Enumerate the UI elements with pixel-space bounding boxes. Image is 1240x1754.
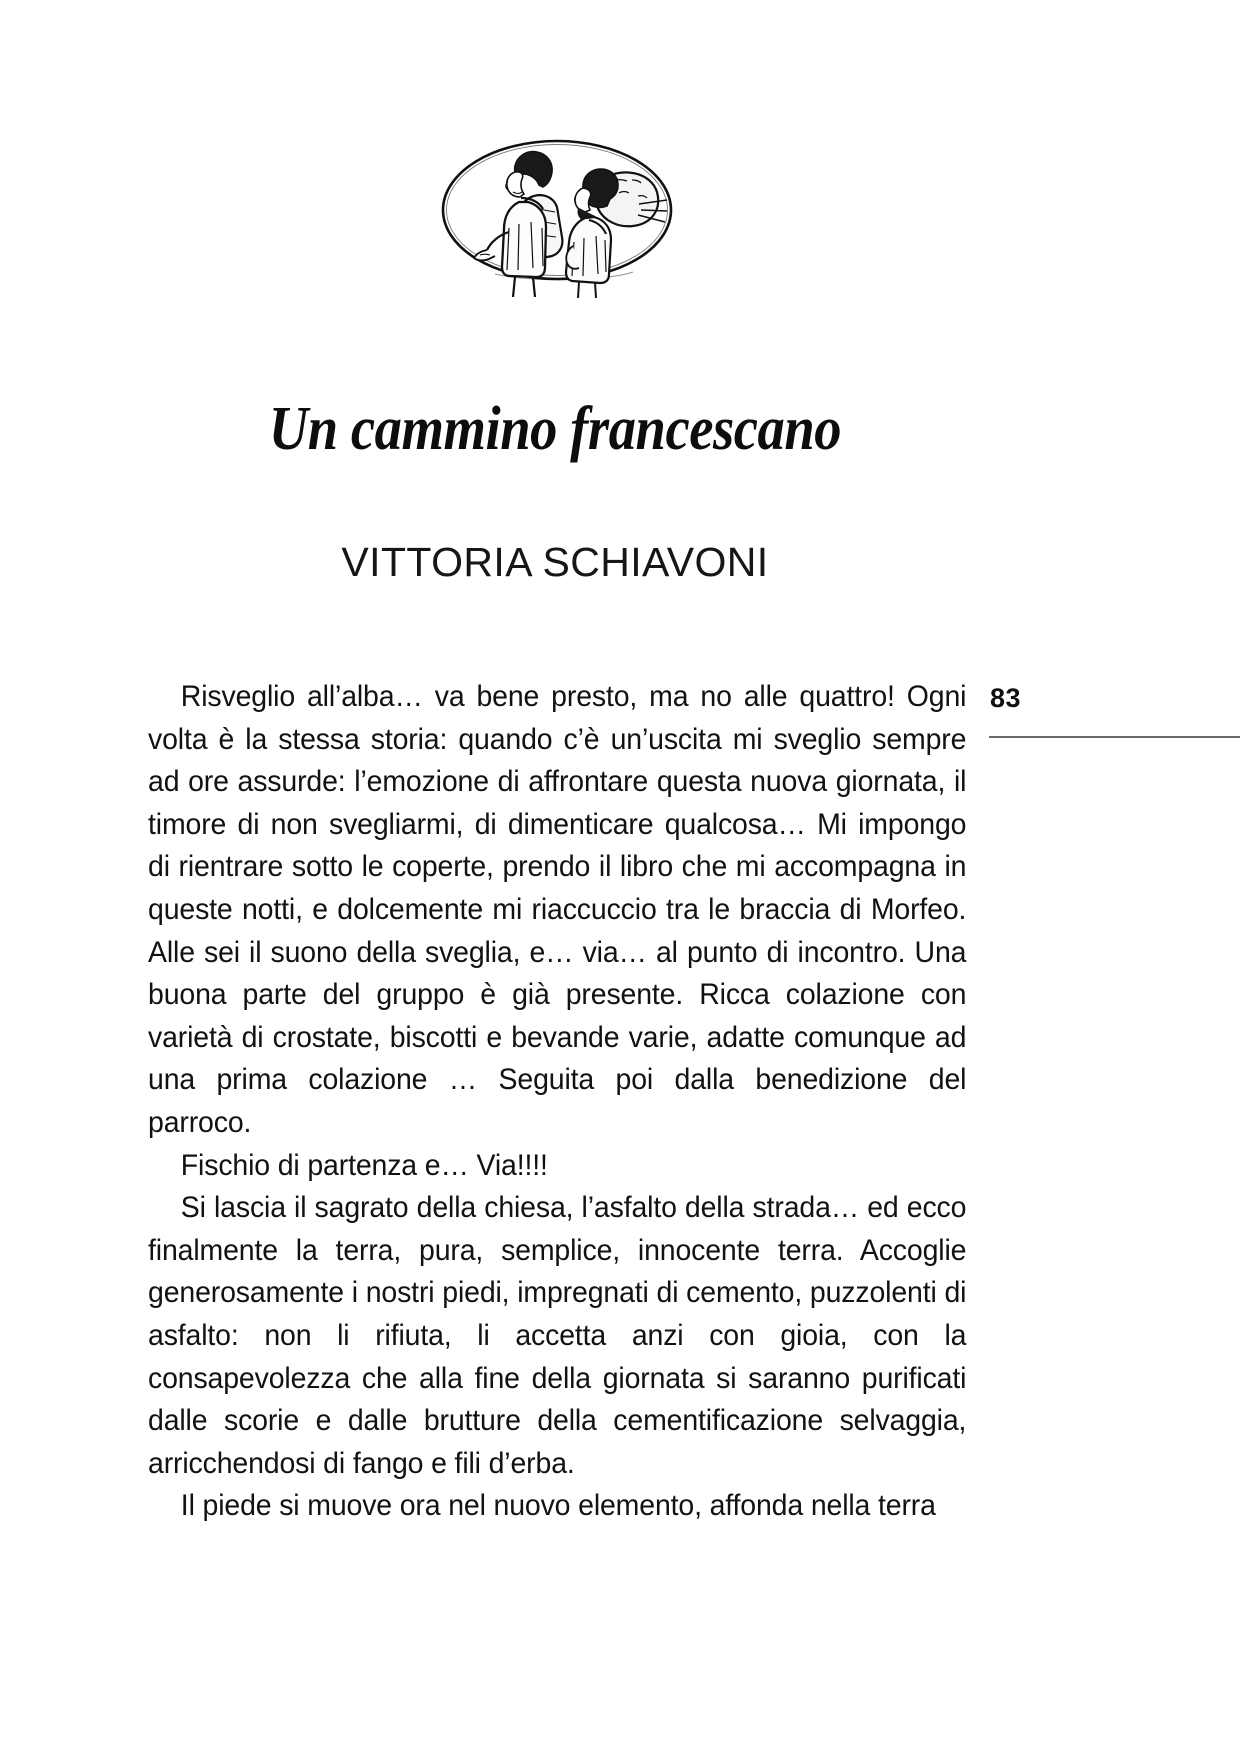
paragraph-2 [148,1145,966,1188]
paragraph-1 [148,676,966,1145]
paragraph-3 [148,1187,966,1485]
paragraph-3-text: Si lascia il sagrato della chiesa, l’asfalto della strada… ed ecco finalmente la terra, pura, semplice, innocente terra. Accoglie generosamente i nostri piedi, impregnati di cemento, puzzolenti di asfalto: non li rifiuta, li accetta anzi con gioia, con la consapevolezza che alla fine della giornata si saranno purificati dalle scorie e dalle brutture della cementificazione selvaggia, arricchendosi di fango e fili d’erba. [148,1191,967,1480]
paragraph-1-text: Risveglio all’alba… va bene presto, ma no alle quattro! Ogni volta è la stessa storia: quando c’è un’uscita mi sveglio sempre ad ore assurde: l’emozione di affrontare questa nuova giornata, il timore di non svegliarmi, di dimenticare qualcosa… Mi impongo di rientrare sotto le coperte, prendo il libro che mi accompagna in queste notti, e dolcemente mi riaccuccio tra le braccia di Morfeo. Alle sei il suono della sveglia, e… via… al punto di incontro. Una buona parte del gruppo è già presente. Ricca colazione con varietà di crostate, biscotti e bevande varie, adatte comunque ad una prima colazione … Seguita poi dalla benedizione del parroco. [148,680,967,1139]
body-text-column [148,676,966,1528]
oval-pilgrims-illustration [433,122,681,298]
page-title: Un cammino francescano [268,394,842,463]
paragraph-4 [148,1485,966,1528]
page-number: 83 [990,683,1022,713]
author-name: VITTORIA SCHIAVONI [341,539,769,586]
paragraph-2-text: Fischio di partenza e… Via!!!! [180,1148,548,1182]
folio-divider [989,736,1240,738]
paragraph-4-text: Il piede si muove ora nel nuovo elemento, affonda nella terra [180,1489,936,1523]
